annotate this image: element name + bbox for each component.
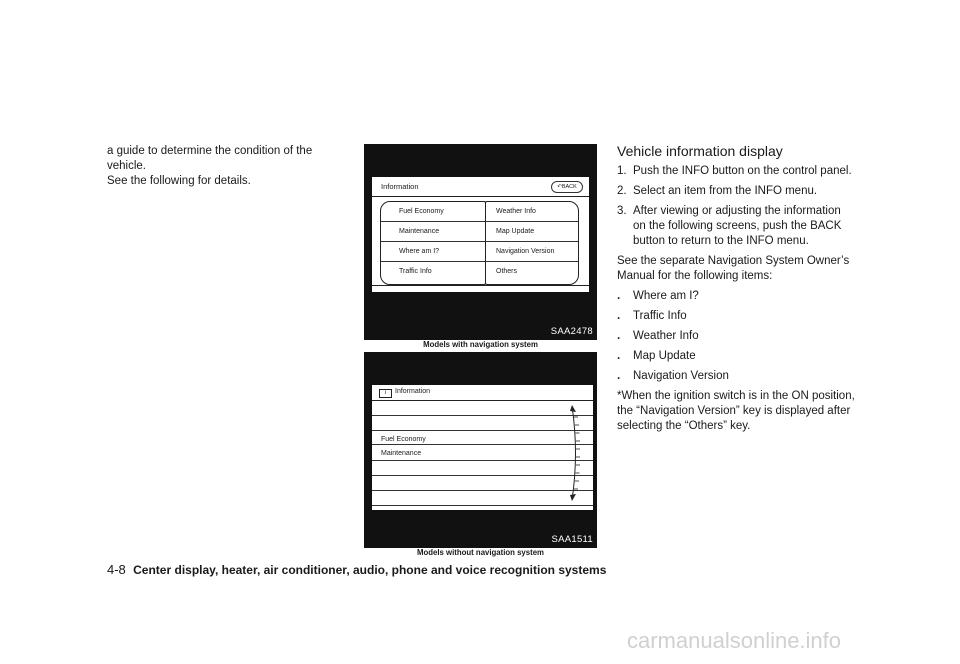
list-item <box>617 329 855 344</box>
bullet-icon: . <box>617 330 621 342</box>
back-arrow-icon: ↶ <box>557 184 562 190</box>
step-number: 2. <box>617 185 627 197</box>
intro-line-1: a guide to determine the condition of the vehicle. <box>107 145 313 172</box>
figure-caption: Models with navigation system <box>423 340 538 349</box>
page-number: 4-8 <box>107 562 126 577</box>
bullet-icon: . <box>617 290 621 302</box>
bullet-text: Map Update <box>633 350 696 362</box>
list-item <box>617 349 855 364</box>
list-item <box>617 309 855 324</box>
info-screen-no-nav <box>372 385 593 510</box>
step-text: After viewing or adjusting the information on the following screens, push the BACK button to return to the INFO menu. <box>633 205 842 247</box>
footer-title: Center display, heater, air conditioner, audio, phone and voice recognition systems <box>133 563 607 577</box>
bullet-icon: . <box>617 310 621 322</box>
bullet-text: Navigation Version <box>633 370 729 382</box>
menu-left <box>380 201 486 285</box>
scroll-track <box>572 406 576 500</box>
list-item[interactable] <box>372 416 593 431</box>
menu-item-map-update[interactable]: Map Update <box>486 222 578 242</box>
scroll-indicator[interactable] <box>569 403 581 503</box>
menu-item-fuel-economy[interactable]: Fuel Economy <box>381 202 485 222</box>
figure-nav-screen <box>364 144 597 340</box>
list-item[interactable] <box>372 491 593 506</box>
divider <box>372 285 589 286</box>
scroll-down-arrow-icon <box>570 494 576 501</box>
menu-item-weather-info[interactable]: Weather Info <box>486 202 578 222</box>
list-item[interactable] <box>372 461 593 476</box>
menu-right <box>485 201 579 285</box>
list-item <box>617 289 855 304</box>
list-item[interactable] <box>372 401 593 416</box>
menu-item-maintenance[interactable]: Maintenance <box>381 222 485 242</box>
intro-line-2: See the following for details. <box>107 175 251 187</box>
step-number: 1. <box>617 165 627 177</box>
info-icon: i <box>379 389 392 398</box>
bullet-icon: . <box>617 350 621 362</box>
figure-caption: Models without navigation system <box>417 548 544 557</box>
note-text: *When the ignition switch is in the ON position, the “Navigation Version” key is displayed after selecting the “Others” key. <box>617 390 855 432</box>
list-item[interactable] <box>372 476 593 491</box>
list-item-fuel-economy[interactable]: Fuel Economy <box>372 431 593 445</box>
figure-code: SAA1511 <box>551 534 593 545</box>
step-text: Select an item from the INFO menu. <box>633 185 818 197</box>
step-2 <box>617 184 855 199</box>
bullet-icon: . <box>617 370 621 382</box>
back-button[interactable] <box>551 181 583 193</box>
screen-header <box>372 385 593 401</box>
list-item-maintenance[interactable]: Maintenance <box>372 446 593 461</box>
page-footer <box>107 562 606 577</box>
section-heading: Vehicle information display <box>617 143 783 159</box>
info-screen-nav <box>372 177 589 292</box>
bullet-text: Where am I? <box>633 290 699 302</box>
see-owners-manual-text: See the separate Navigation System Owner’s Manual for the following items: <box>617 255 850 282</box>
figure-no-nav-screen <box>364 352 597 548</box>
bullet-text: Traffic Info <box>633 310 687 322</box>
step-number: 3. <box>617 205 627 217</box>
figure-code: SAA2478 <box>550 326 593 337</box>
list-item <box>617 369 855 384</box>
bullet-text: Weather Info <box>633 330 699 342</box>
step-3 <box>617 204 855 249</box>
step-1 <box>617 164 855 179</box>
watermark: carmanualsonline.info <box>627 628 842 653</box>
menu-item-where-am-i[interactable]: Where am I? <box>381 242 485 262</box>
menu-item-navigation-version[interactable]: Navigation Version <box>486 242 578 262</box>
intro-text <box>107 144 347 189</box>
vehicle-info-section <box>617 144 855 439</box>
menu-item-others[interactable]: Others <box>496 268 518 275</box>
menu-item-traffic-info[interactable]: Traffic Info <box>399 268 432 275</box>
scroll-up-arrow-icon <box>570 405 576 412</box>
back-label: BACK <box>561 184 577 190</box>
divider <box>372 196 589 197</box>
screen-title: Information <box>381 182 419 191</box>
screen-title: Information <box>395 388 431 395</box>
step-text: Push the INFO button on the control panel. <box>633 165 852 177</box>
